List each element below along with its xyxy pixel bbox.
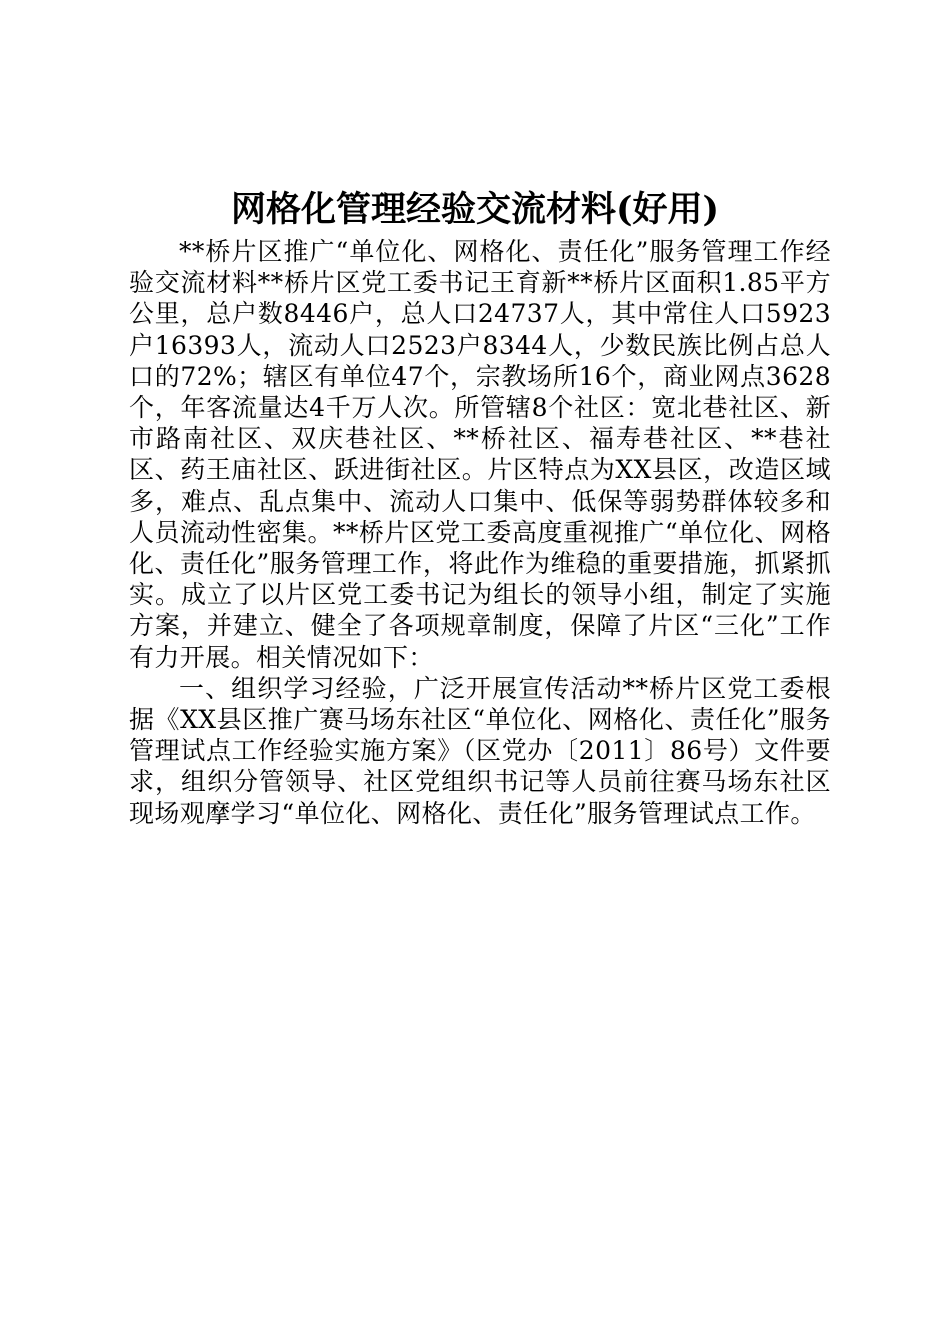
body-paragraph-1: **桥片区推广“单位化、网格化、责任化”服务管理工作经验交流材料**桥片区党工委书记王育新**桥片区面积1.85平方公里，总户数8446户，总人口24737人，其中常住人口5923户16393人，流动人口2523户8344人，少数民族比例占总人口的72%；辖区有单位47个，宗教场所16个，商业网点3628个，年客流量达4千万人次。所管辖8个社区：宽北巷社区、新市路南社区、双庆巷社区、**桥社区、福寿巷社区、**巷社区、药王庙社区、跃进街社区。片区特点为XX县区，改造区域多，难点、乱点集中、流动人口集中、低保等弱势群体较多和人员流动性密集。**桥片区党工委高度重视推广“单位化、网格化、责任化”服务管理工作，将此作为维稳的重要措施，抓紧抓实。成立了以片区党工委书记为组长的领导小组，制定了实施方案，并建立、健全了各项规章制度，保障了片区“三化”工作有力开展。相关情况如下： [129,237,831,672]
body-paragraph-2: 一、组织学习经验，广泛开展宣传活动**桥片区党工委根据《XX县区推广赛马场东社区“单位化、网格化、责任化”服务管理试点工作经验实施方案》（区党办〔2011〕86号）文件要求，组织分管领导、社区党组织书记等人员前往赛马场东社区现场观摩学习“单位化、网格化、责任化”服务管理试点工作。 [129,673,831,828]
document-title: 网格化管理经验交流材料(好用) [230,189,720,230]
document-body [129,236,831,829]
